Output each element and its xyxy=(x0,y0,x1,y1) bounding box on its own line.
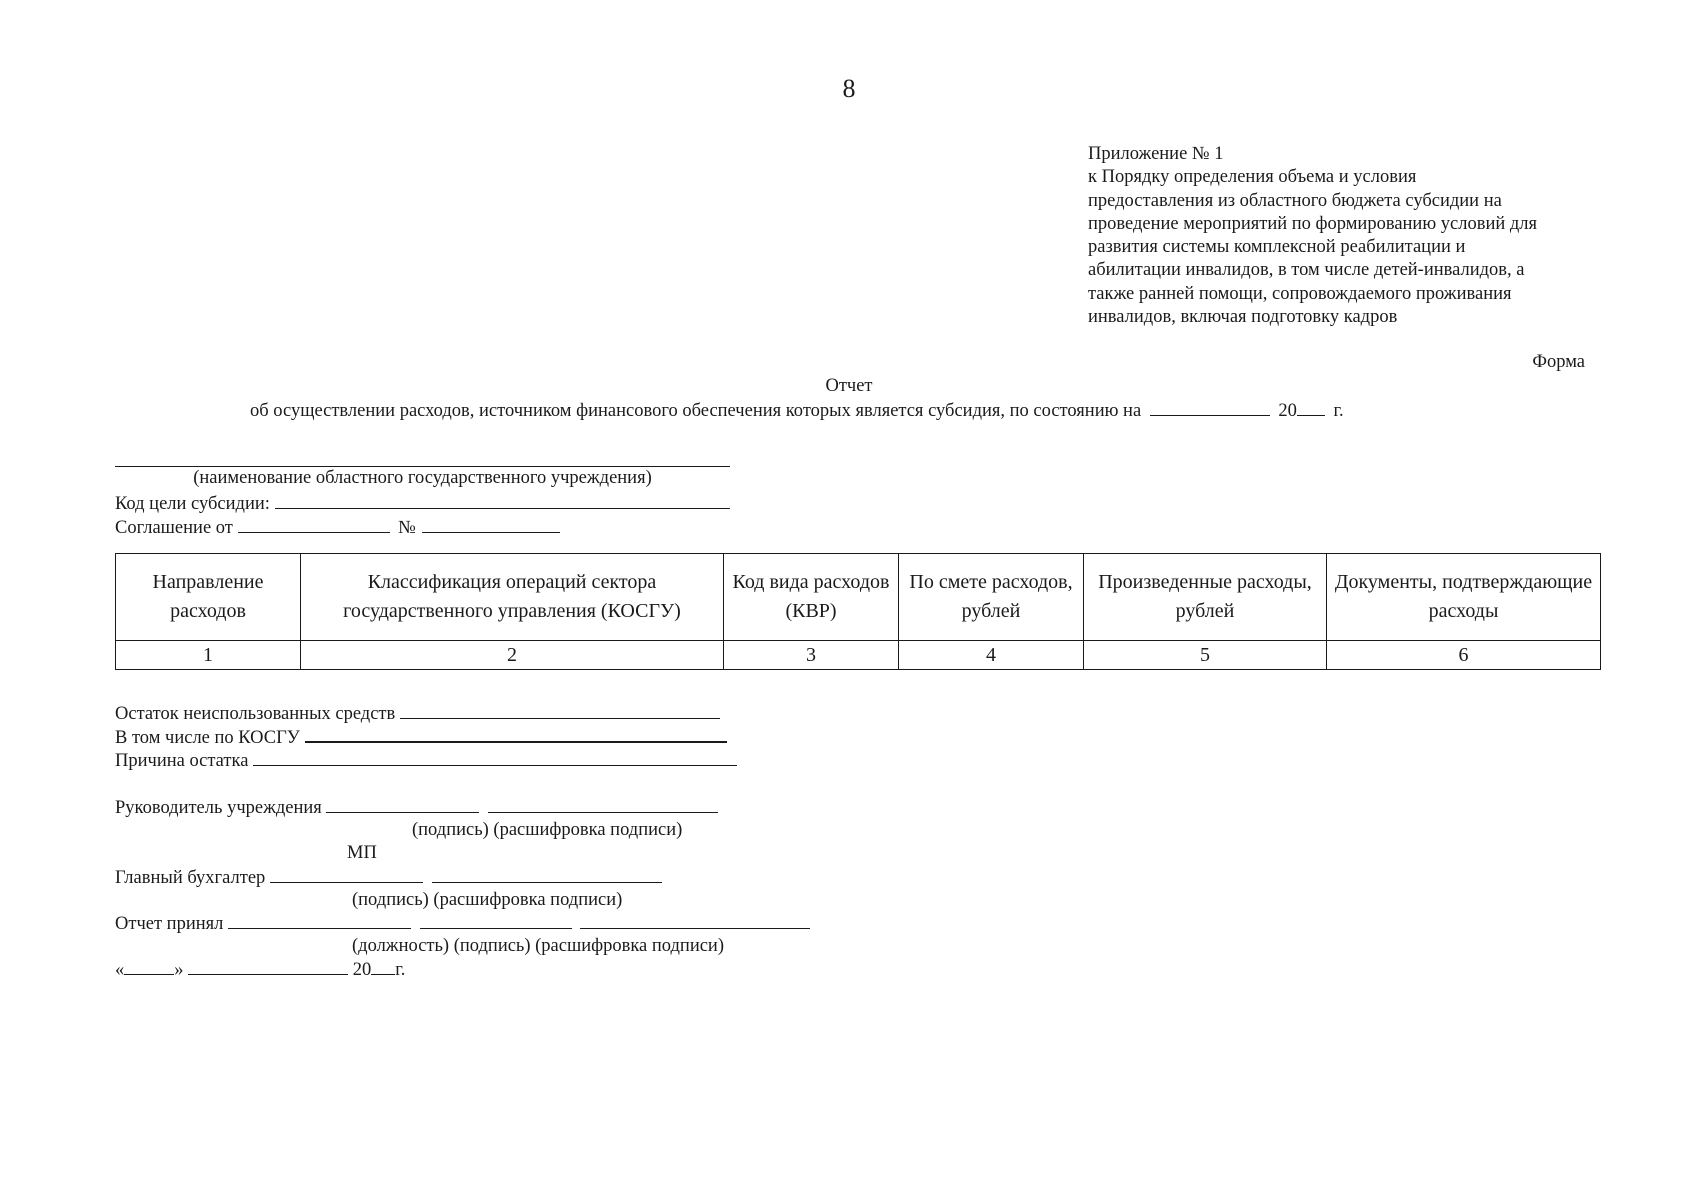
including-kosgu-field xyxy=(115,726,727,749)
report-year-blank[interactable] xyxy=(1297,400,1325,416)
appendix-line: инвалидов, включая подготовку кадров xyxy=(1088,307,1398,328)
head-name-blank[interactable] xyxy=(488,797,718,813)
page-number: 8 xyxy=(842,74,856,103)
including-kosgu-blank[interactable] xyxy=(305,726,727,743)
column-number-cell: 4 xyxy=(899,641,1084,670)
appendix-line: к Порядку определения объема и условия xyxy=(1088,167,1417,188)
accepted-name-blank[interactable] xyxy=(580,913,810,929)
report-title: Отчет xyxy=(825,376,873,396)
balance-reason-field xyxy=(115,750,737,772)
appendix-line: абилитации инвалидов, в том числе детей-инвалидов, а xyxy=(1088,260,1525,281)
table-header-cell: Классификация операций сектора государственного управления (КОСГУ) xyxy=(301,554,724,641)
accountant-signature-blank[interactable] xyxy=(270,867,423,883)
agreement-number-blank[interactable] xyxy=(422,517,560,533)
date-year-prefix: 20 xyxy=(352,960,372,980)
stamp-label: МП xyxy=(347,843,377,863)
balance-reason-blank[interactable] xyxy=(253,750,737,766)
date-year-suffix: г. xyxy=(395,960,406,980)
accountant-label: Главный бухгалтер xyxy=(115,868,266,888)
date-day-blank[interactable] xyxy=(124,959,174,975)
appendix-line: предоставления из областного бюджета субсидии на xyxy=(1088,190,1502,211)
unused-balance-blank[interactable] xyxy=(400,703,720,719)
accepted-by-caption: (должность) (подпись) (расшифровка подписи) xyxy=(352,936,724,956)
accountant-signature-field xyxy=(115,867,662,889)
appendix-line: развития системы комплексной реабилитации и xyxy=(1088,237,1466,258)
accountant-name-blank[interactable] xyxy=(432,867,662,883)
report-subtitle xyxy=(250,400,1344,422)
column-number-cell: 3 xyxy=(724,641,899,670)
head-signature-field xyxy=(115,797,718,819)
column-number-cell: 5 xyxy=(1084,641,1327,670)
head-label: Руководитель учреждения xyxy=(115,798,322,818)
institution-name-line[interactable] xyxy=(115,466,730,467)
appendix-block xyxy=(1088,143,1648,329)
table-header-cell: По смете расходов, рублей xyxy=(899,554,1084,641)
institution-name-caption: (наименование областного государственного учреждения) xyxy=(193,468,652,488)
subsidy-goal-code-field xyxy=(115,493,730,515)
accepted-signature-blank[interactable] xyxy=(420,913,572,929)
table-header-cell: Код вида расходов (КВР) xyxy=(724,554,899,641)
report-subtitle-text: об осуществлении расходов, источником финансового обеспечения которых является субсидия, по состоянию на xyxy=(250,401,1142,421)
form-label: Форма xyxy=(1532,352,1585,372)
column-number-cell: 2 xyxy=(301,641,724,670)
head-signature-blank[interactable] xyxy=(326,797,479,813)
accepted-position-blank[interactable] xyxy=(228,913,411,929)
agreement-field xyxy=(115,517,560,539)
report-date-blank[interactable] xyxy=(1150,400,1270,416)
report-table xyxy=(115,553,1601,670)
date-month-blank[interactable] xyxy=(188,959,348,975)
agreement-date-blank[interactable] xyxy=(238,517,390,533)
unused-balance-label: Остаток неиспользованных средств xyxy=(115,704,396,724)
table-header-row xyxy=(116,554,1601,641)
accountant-signature-caption: (подпись) (расшифровка подписи) xyxy=(352,890,623,910)
report-year-prefix: 20 xyxy=(1278,401,1297,421)
date-year-blank[interactable] xyxy=(371,959,395,975)
appendix-line: проведение мероприятий по формированию условий для xyxy=(1088,213,1538,234)
date-close-quote: » xyxy=(174,960,184,980)
accepted-by-label: Отчет принял xyxy=(115,914,224,934)
accepted-by-field xyxy=(115,913,810,935)
subsidy-goal-code-blank[interactable] xyxy=(275,493,730,509)
date-field xyxy=(115,959,405,981)
agreement-number-label: № xyxy=(398,518,416,538)
table-header-cell: Направление расходов xyxy=(116,554,301,641)
appendix-line: также ранней помощи, сопровождаемого проживания xyxy=(1088,283,1512,304)
unused-balance-field xyxy=(115,703,720,725)
subsidy-goal-code-label: Код цели субсидии: xyxy=(115,494,270,514)
balance-reason-label: Причина остатка xyxy=(115,751,249,771)
report-year-suffix: г. xyxy=(1333,401,1344,421)
column-number-cell: 1 xyxy=(116,641,301,670)
table-header-cell: Документы, подтверждающие расходы xyxy=(1327,554,1601,641)
head-signature-caption: (подпись) (расшифровка подписи) xyxy=(412,820,683,840)
date-open-quote: « xyxy=(115,960,125,980)
table-row xyxy=(116,641,1601,670)
table-header-cell: Произведенные расходы, рублей xyxy=(1084,554,1327,641)
appendix-line: Приложение № 1 xyxy=(1088,144,1224,164)
including-kosgu-label: В том числе по КОСГУ xyxy=(115,728,300,748)
column-number-cell: 6 xyxy=(1327,641,1601,670)
agreement-label: Соглашение от xyxy=(115,518,233,538)
